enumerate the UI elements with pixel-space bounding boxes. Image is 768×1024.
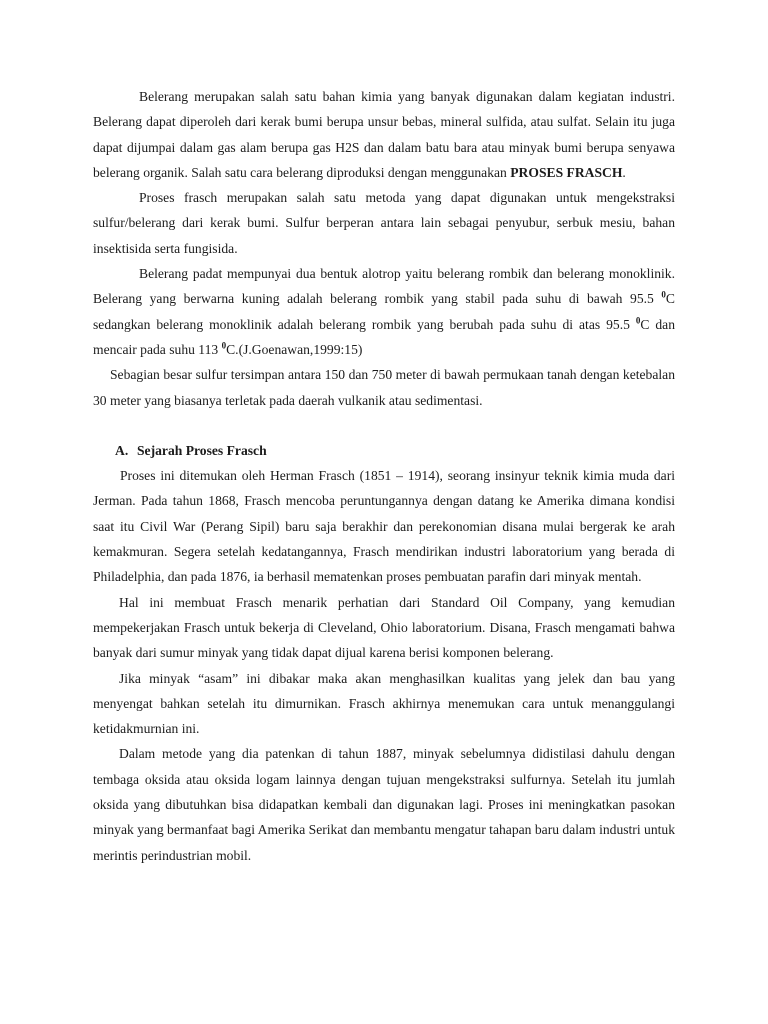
section-number: A. [115, 442, 129, 458]
intro-paragraph-3-part-c: C dan mencair pada suhu 113 [93, 316, 675, 357]
degree-superscript: 0 [635, 315, 641, 326]
section-paragraph-2: Hal ini membuat Frasch menarik perhatian dari Standard Oil Company, yang kemudian mempekerjakan Frasch untuk bekerja di Cleveland, Ohio laboratorium. Disana, Frasch mengamati bahwa banyak dari sumur minyak yang tidak dapat dijual karena berisi komponen belerang. [93, 594, 675, 661]
proses-frasch-emphasis: PROSES FRASCH [510, 164, 623, 180]
degree-superscript: 0 [221, 340, 227, 351]
degree-superscript: 0 [661, 289, 666, 300]
intro-paragraph-3-part-d: C.(J.Goenawan,1999:15) [226, 341, 363, 357]
intro-paragraph-1 [93, 84, 675, 185]
document-page [93, 84, 675, 868]
intro-paragraph-3 [93, 261, 675, 362]
intro-paragraph-1-text: Belerang merupakan salah satu bahan kimia yang banyak digunakan dalam kegiatan industri. Belerang dapat diperoleh dari kerak bumi berupa unsur bebas, mineral sulfida, atau sulfat. Selain itu juga dapat dijumpai dalam gas alam berupa gas H2S dan dalam batu bara atau minyak bumi berupa senyawa belerang organik. Salah satu cara belerang diproduksi dengan menggunakan [93, 89, 675, 180]
intro-paragraph-3-part-b: C sedangkan belerang monoklinik adalah belerang rombik yang berubah pada suhu di atas 95.5 [93, 291, 675, 332]
intro-paragraph-2: Proses frasch merupakan salah satu metoda yang dapat digunakan untuk mengekstraksi sulfur/belerang dari kerak bumi. Sulfur berperan antara lain sebagai penyubur, serbuk mesiu, bahan insektisida serta fungisida. [93, 190, 675, 256]
section-paragraph-1: Proses ini ditemukan oleh Herman Frasch (1851 – 1914), seorang insinyur teknik kimia muda dari Jerman. Pada tahun 1868, Frasch mencoba peruntungannya dengan datang ke Amerika dimana kondisi saat itu Civil War (Perang Sipil) baru saja berakhir dan perekonomian disana mulai bergerak ke arah kemakmuran. Segera setelah kedatangannya, Frasch mendirikan industri laboratorium yang berada di Philadelphia, dan pada 1876, ia berhasil mematenkan proses pembuatan parafin dari minyak mentah. [93, 468, 675, 585]
section-paragraph-4: Dalam metode yang dia patenkan di tahun 1887, minyak sebelumnya didistilasi dahulu dengan tembaga oksida atau oksida logam lainnya dengan tujuan mengekstraksi sulfurnya. Setelah itu jumlah oksida yang dibutuhkan bisa didapatkan kembali dan digunakan lagi. Proses ini meningkatkan pasokan minyak yang bermanfaat bagi Amerika Serikat dan membantu mengatur tahapan baru dalam industri untuk merintis perindustrian mobil. [93, 746, 675, 863]
section-heading [93, 438, 675, 463]
intro-paragraph-1-end: . [622, 164, 626, 180]
section-paragraph-3: Jika minyak “asam” ini dibakar maka akan menghasilkan kualitas yang jelek dan bau yang menyengat bahkan setelah itu dimurnikan. Frasch akhirnya menemukan cara untuk menanggulangi ketidakmurnian ini. [93, 670, 675, 737]
blank-line [93, 413, 675, 438]
intro-paragraph-3-part-a: Belerang padat mempunyai dua bentuk alotrop yaitu belerang rombik dan belerang monoklinik. Belerang yang berwarna kuning adalah belerang rombik yang stabil pada suhu di bawah 95.5 [93, 266, 675, 307]
section-title: Sejarah Proses Frasch [137, 442, 267, 458]
intro-paragraph-4: Sebagian besar sulfur tersimpan antara 150 dan 750 meter di bawah permukaan tanah dengan ketebalan 30 meter yang biasanya terletak pada daerah vulkanik atau sedimentasi. [93, 367, 675, 408]
